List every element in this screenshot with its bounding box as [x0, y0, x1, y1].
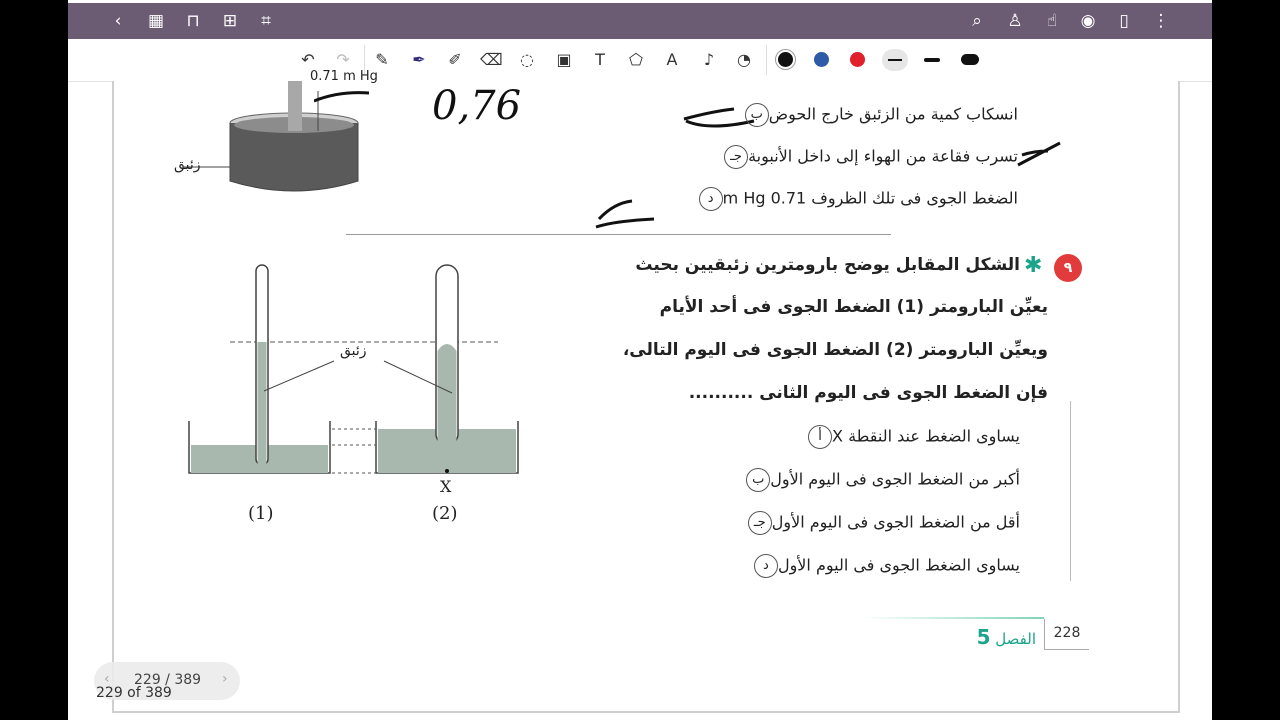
option-c[interactable]: [746, 511, 1020, 535]
eraser-icon[interactable]: ⌫: [480, 50, 503, 69]
chapter-text: الفصل: [995, 630, 1036, 648]
question-line-2: يعيِّن البارومتر (1) الضغط الجوى فى أحد الأيام: [659, 297, 1048, 317]
option-b-text: أكبر من الضغط الجوى فى اليوم الأول: [770, 469, 1020, 489]
option-c-text: أقل من الضغط الجوى فى اليوم الأول: [771, 512, 1020, 532]
option-bubble: أ: [808, 425, 832, 449]
page-number: 228: [1044, 619, 1089, 650]
search-icon[interactable]: ⌕: [972, 11, 982, 31]
page-icon[interactable]: ▯: [1119, 11, 1129, 31]
option-b[interactable]: [744, 468, 1020, 492]
option-d-top: [697, 187, 1018, 211]
prev-page-icon[interactable]: ‹: [104, 671, 110, 687]
question-line-1: الشكل المقابل يوضح بارومترين زئبقيين بحيث: [635, 255, 1020, 275]
chapter-label: [977, 625, 1036, 649]
grid-icon[interactable]: ▦: [147, 11, 165, 31]
page-of-label: 229 of 389: [96, 685, 172, 701]
add-page-icon[interactable]: ⊞: [222, 11, 238, 31]
undo-icon[interactable]: ↶: [301, 50, 315, 69]
sticker-icon[interactable]: ◔: [737, 50, 751, 69]
back-icon[interactable]: ‹: [114, 11, 122, 31]
stroke-medium[interactable]: [924, 58, 940, 62]
lasso-icon[interactable]: ◌: [520, 50, 534, 69]
color-blue-swatch[interactable]: [814, 52, 829, 67]
footer-rule: [864, 617, 1044, 619]
asterisk-icon: ✱: [1024, 253, 1043, 278]
stroke-thin-selected[interactable]: [882, 49, 908, 71]
option-a-text: يساوى الضغط عند النقطة X: [832, 426, 1020, 446]
option-b-top-text: انسكاب كمية من الزئبق خارج الحوض: [768, 104, 1018, 124]
next-page-icon[interactable]: ›: [222, 671, 228, 687]
option-bubble: د: [754, 554, 778, 578]
option-c-top: [722, 145, 1018, 169]
option-b-top: [743, 103, 1018, 127]
shirt-icon[interactable]: ♙: [1007, 11, 1023, 31]
question-line-3: ويعيِّن البارومتر (2) الضغط الجوى فى اليوم التالى،: [622, 340, 1048, 360]
crop-icon[interactable]: ⌗: [261, 11, 271, 31]
page-counter: 229 / 389: [134, 672, 202, 688]
image-icon[interactable]: ▣: [556, 50, 572, 69]
color-black-swatch[interactable]: [778, 52, 793, 67]
mic-icon[interactable]: ♪: [703, 50, 715, 69]
barometers-figure: [184, 261, 524, 481]
option-bubble: ب: [745, 103, 769, 127]
touch-icon[interactable]: ☝: [1046, 11, 1058, 31]
barometer-1-label: (1): [248, 503, 274, 524]
chapter-number: 5: [976, 625, 991, 649]
redo-icon[interactable]: ↷: [336, 50, 350, 69]
option-c-top-text: تسرب فقاعة من الهواء إلى داخل الأنبوبة: [748, 146, 1018, 166]
highlighter-icon[interactable]: ✒: [412, 50, 426, 69]
top-app-bar: [68, 3, 1212, 39]
section-divider: [346, 234, 891, 235]
option-d-top-text: الضغط الجوى فى تلك الظروف 0.71 m Hg: [722, 188, 1018, 208]
marker-icon[interactable]: ✐: [448, 50, 462, 69]
color-red-swatch[interactable]: [850, 52, 865, 67]
option-bubble: ب: [746, 468, 770, 492]
shapes-icon[interactable]: ⬠: [629, 50, 643, 69]
document-page: [112, 69, 1180, 713]
text-box-icon[interactable]: A: [666, 50, 678, 69]
option-d-text: يساوى الضغط الجوى فى اليوم الأول: [777, 555, 1020, 575]
more-vert-icon[interactable]: ⋮: [1152, 11, 1170, 31]
option-a[interactable]: [806, 425, 1020, 449]
eye-icon[interactable]: ◉: [1080, 11, 1096, 31]
mercury-label-top: زئبق: [174, 157, 201, 173]
pen-icon[interactable]: ✎: [375, 50, 389, 69]
option-bubble: جـ: [724, 145, 748, 169]
vertical-rule: [1070, 401, 1071, 581]
option-d[interactable]: [752, 554, 1020, 578]
text-icon[interactable]: T: [595, 50, 605, 69]
pdf-viewer-app: [68, 0, 1212, 720]
barometer-2-label: (2): [432, 503, 458, 524]
bookmark-icon[interactable]: ⊓: [186, 11, 200, 31]
annotation-toolbar: [68, 39, 1212, 82]
handwritten-value: 0,76: [432, 83, 522, 129]
option-bubble: د: [699, 187, 723, 211]
stroke-thick[interactable]: [961, 54, 979, 65]
point-x-label: X: [440, 477, 452, 496]
question-number-badge: ٩: [1054, 254, 1082, 282]
ink-strike: [1014, 139, 1064, 169]
option-bubble: جـ: [748, 511, 772, 535]
question-line-4: فإن الضغط الجوى فى اليوم الثانى ..........: [688, 383, 1048, 403]
height-label-top: 0.71 m Hg: [310, 69, 378, 84]
mercury-label: زئبق: [340, 343, 367, 359]
toolbar-divider: [766, 45, 767, 75]
